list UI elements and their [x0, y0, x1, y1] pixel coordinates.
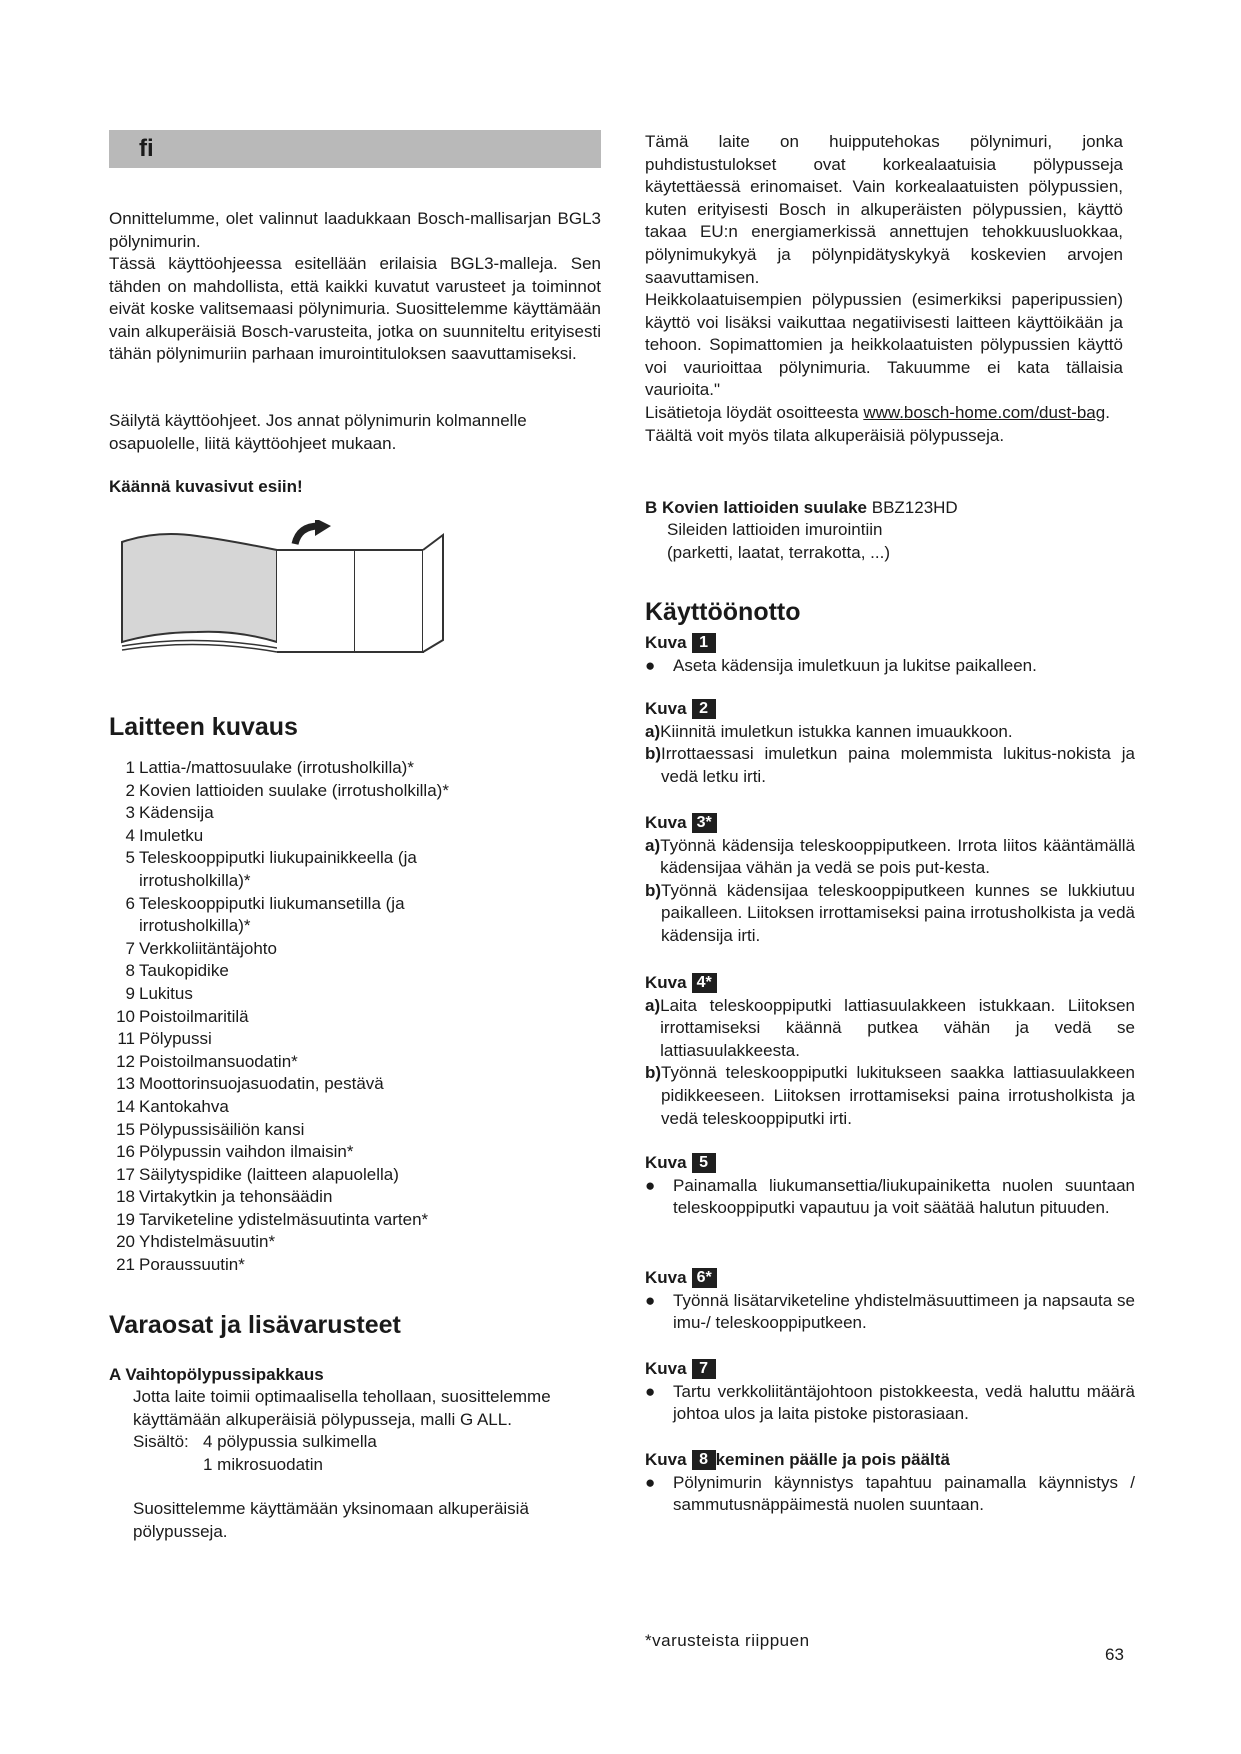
dust-bag-link[interactable]: www.bosch-home.com/dust-bag [863, 403, 1106, 422]
part-number: 9 [125, 983, 135, 1003]
figure-3-text-a: Työnnä kädensija teleskooppiputkeen. Irrota liitos kääntämällä kädensijaa vähän ja vedä se pois put-kesta. [660, 835, 1135, 878]
part-number: 15 [116, 1119, 135, 1139]
kuva-label: Kuva [645, 1153, 687, 1172]
part-number: 7 [125, 938, 135, 958]
figure-6-text: Työnnä lisätarviketeline yhdistelmäsuuttimeen ja napsauta se imu-/ teleskooppiputkeen. [673, 1290, 1135, 1333]
figure-4-block [645, 972, 1135, 1130]
figure-8-title: keminen päälle ja pois päältä [715, 1450, 950, 1469]
accessory-b-line-2: (parketti, laatat, terrakotta, ...) [667, 542, 890, 562]
figure-8-step [645, 1472, 1135, 1517]
parts-list-item [109, 1141, 469, 1164]
figure-7-text: Tartu verkkoliitäntäjohtoon pistokkeesta, vedä haluttu määrä johtoa ulos ja laita pistoke pistorasiaan. [673, 1381, 1135, 1424]
parts-list-item [109, 1186, 469, 1209]
parts-list-item [109, 1209, 469, 1232]
figure-4-number: 4* [692, 973, 717, 993]
part-number: 14 [116, 1096, 135, 1116]
part-name: Säilytyspidike (laitteen alapuolella) [139, 1164, 399, 1184]
step-label-a: a) [645, 721, 661, 741]
parts-list-item [109, 757, 469, 780]
figure-3-step-a [645, 835, 1135, 880]
kuva-label: Kuva [645, 1359, 687, 1378]
part-number: 18 [116, 1187, 135, 1207]
figure-6-number: 6* [692, 1268, 717, 1288]
kuva-label: Kuva [645, 1268, 687, 1287]
parts-list-item [109, 1231, 469, 1254]
intro-paragraph-1: Onnittelumme, olet valinnut laadukkaan Bosch-mallisarjan BGL3 pölynimurin. [109, 209, 601, 251]
contents-item-2: 1 mikrosuodatin [203, 1454, 324, 1474]
accessory-a-title: A Vaihtopölypussipakkaus [109, 1365, 324, 1384]
accessory-b-body [645, 519, 890, 564]
intro-paragraph-2: Tässä käyttöohjeessa esitellään erilaisia BGL3-malleja. Sen tähden on mahdollista, että kaikki kuvatut varusteet ja toiminnot eivät koske valitsemaasi pölynimuria. Suosittelemme käyttämään vain alkuperäisiä Bosch-varusteita, jotka on suunniteltu erityisesti tähän pölynimuriin parhaan imurointituloksen saavuttamiseksi. [109, 254, 601, 364]
part-name: Kädensija [139, 803, 214, 823]
part-name: Kantokahva [139, 1096, 229, 1116]
figure-3-step-b [645, 880, 1135, 948]
step-label-a: a) [645, 995, 661, 1015]
bullet-icon: ● [645, 1290, 656, 1310]
part-number: 21 [116, 1255, 135, 1275]
setup-title: Käyttöönotto [645, 598, 801, 626]
part-number: 3 [125, 803, 135, 823]
part-name: Pölypussisäiliön kansi [139, 1119, 305, 1139]
figure-1-number: 1 [692, 633, 716, 653]
figure-1-text: Aseta kädensija imuletkuun ja lukitse paikalleen. [673, 655, 1037, 675]
figure-2-block [645, 698, 1135, 788]
figure-6-block [645, 1267, 1135, 1335]
accessory-b-model: BBZ123HD [871, 498, 958, 517]
figure-5-number: 5 [692, 1153, 716, 1173]
figure-2-heading [645, 698, 1135, 721]
part-name: Pölypussi [139, 1029, 212, 1049]
dust-bag-paragraph-1: Tämä laite on huipputehokas pölynimuri, jonka puhdistustulokset ovat korkealaatuisia pölypusseja käytettäessä erinomaiset. Vain korkealaatuisten pölypussien, kuten erityisesti Bosch in alkuperäisten pölypussien, käyttö takaa EU:n energiamerkissä annettujen tehokkuusluokkaa, pölynimukykyä ja pölynpidätyskykyä koskevien arvojen saavuttamisen. [645, 132, 1123, 287]
parts-list-item [109, 893, 469, 938]
figure-5-block [645, 1152, 1135, 1220]
parts-list-item [109, 1096, 469, 1119]
parts-list-item [109, 1006, 469, 1029]
page-number: 63 [1105, 1645, 1124, 1664]
turn-pages-note: Käännä kuvasivut esiin! [109, 477, 303, 496]
figure-3-block [645, 812, 1135, 948]
figure-3-text-b: Työnnä kädensijaa teleskooppiputkeen kunnes se lukkiutuu paikalleen. Liitoksen irrottamiseksi paina irrotusholkista ja vedä kädensija irti. [661, 880, 1135, 945]
bullet-icon: ● [645, 1381, 656, 1401]
kuva-label: Kuva [645, 813, 687, 832]
parts-list-item [109, 1051, 469, 1074]
figure-2-text-b: Irrottaessasi imuletkun paina molemmista lukitus-nokista ja vedä letku irti. [661, 744, 1135, 786]
figure-7-heading [645, 1358, 1135, 1381]
contents-item-1: 4 pölypussia sulkimella [203, 1432, 377, 1452]
figure-3-number: 3* [692, 813, 717, 833]
figure-1-heading [645, 632, 1135, 655]
part-number: 20 [116, 1232, 135, 1252]
parts-list-item [109, 1028, 469, 1051]
kuva-label: Kuva [645, 1450, 687, 1469]
step-label-b: b) [645, 744, 662, 764]
parts-list-item [109, 780, 469, 803]
part-name: Teleskooppiputki liukumansetilla (ja irrotusholkilla)* [139, 893, 405, 936]
kuva-label: Kuva [645, 633, 687, 652]
part-name: Verkkoliitäntäjohto [139, 938, 277, 958]
dust-bag-paragraph-2: Heikkolaatuisempien pölypussien (esimerkiksi paperipussien) käyttö voi lisäksi vaikuttaa negatiivisesti laitteen käyttöikään ja tehoon. Sopimattomien ja heikkolaatuisten pölypussien käyttö voi vaurioittaa pölynimuria. Takuumme ei kata tällaisia vaurioita." [645, 290, 1123, 400]
part-number: 10 [116, 1006, 135, 1026]
part-number: 13 [116, 1074, 135, 1094]
bullet-icon: ● [645, 655, 656, 675]
part-name: Poistoilmaritilä [139, 1006, 249, 1026]
accessories-title: Varaosat ja lisävarusteet [109, 1311, 401, 1339]
part-name: Poraussuutin* [139, 1255, 245, 1275]
figure-2-number: 2 [692, 699, 716, 719]
part-number: 6 [125, 893, 135, 913]
figure-2-step-b [645, 743, 1135, 788]
part-name: Pölypussin vaihdon ilmaisin* [139, 1142, 354, 1162]
figure-4-text-b: Työnnä teleskooppiputki lukitukseen saakka lattiasuulakkeen pidikkeeseen. Liitoksen irrottamiseksi paina irrotusholkista ja vedä teleskooppiputki irti. [661, 1063, 1135, 1128]
figure-2-step-a [645, 721, 1135, 744]
part-name: Kovien lattioiden suulake (irrotusholkilla)* [139, 780, 449, 800]
part-name: Yhdistelmäsuutin* [139, 1232, 276, 1252]
figure-7-number: 7 [692, 1359, 716, 1379]
figure-3-heading [645, 812, 1135, 835]
figure-4-heading [645, 972, 1135, 995]
figure-8-number: 8 [692, 1450, 716, 1470]
device-description-title: Laitteen kuvaus [109, 713, 298, 741]
bullet-icon: ● [645, 1472, 656, 1492]
figure-7-step [645, 1381, 1135, 1426]
contents-label: Sisältö: [133, 1432, 189, 1452]
part-name: Taukopidike [139, 961, 229, 981]
figure-6-step [645, 1290, 1135, 1335]
figure-2-text-a: Kiinnitä imuletkun istukka kannen imuaukkoon. [660, 721, 1013, 741]
figure-8-text: Pölynimurin käynnistys tapahtuu painamalla käynnistys / sammutusnäppäimestä nuolen suuntaan. [673, 1472, 1135, 1515]
figure-4-step-a [645, 995, 1135, 1063]
parts-list [109, 757, 469, 1277]
step-label-b: b) [645, 1063, 662, 1083]
accessory-b-line-1: Sileiden lattioiden imurointiin [667, 520, 883, 539]
figure-8-heading [645, 1449, 1135, 1472]
figure-5-heading [645, 1152, 1135, 1175]
figure-1-step [645, 655, 1135, 678]
figure-7-block [645, 1358, 1135, 1426]
figure-4-text-a: Laita teleskooppiputki lattiasuulakkeen istukkaan. Liitoksen irrottamiseksi käännä putkea vähän ja vedä se lattiasuulakkeesta. [660, 995, 1135, 1060]
language-code: fi [139, 135, 154, 162]
part-number: 2 [125, 780, 135, 800]
part-name: Lukitus [139, 983, 193, 1003]
figure-5-step [645, 1175, 1135, 1220]
accessory-a-contents [133, 1431, 601, 1476]
part-name: Poistoilmansuodatin* [139, 1051, 298, 1071]
parts-list-item [109, 1119, 469, 1142]
order-text: . Täältä voit myös tilata alkuperäisiä pölypusseja. [645, 403, 1110, 445]
part-name: Imuletku [139, 825, 204, 845]
part-name: Moottorinsuojasuodatin, pestävä [139, 1074, 384, 1094]
part-number: 8 [125, 961, 135, 981]
accessory-a-recommendation: Suosittelemme käyttämään yksinomaan alkuperäisiä pölypusseja. [133, 1499, 529, 1541]
accessory-a-text: Jotta laite toimii optimaalisella tehollaan, suosittelemme käyttämään alkuperäisiä pölypusseja, malli G ALL. [133, 1387, 551, 1429]
step-label-a: a) [645, 835, 661, 855]
more-info-text: Lisätietoja löydät osoitteesta [645, 403, 864, 422]
language-bar [109, 130, 601, 168]
booklet-illustration [117, 520, 447, 660]
parts-list-item [109, 1254, 469, 1277]
kuva-label: Kuva [645, 699, 687, 718]
parts-list-item [109, 847, 469, 892]
figure-8-block [645, 1449, 1135, 1517]
intro-paragraph-3: Säilytä käyttöohjeet. Jos annat pölynimurin kolmannelle osapuolelle, liitä käyttöohjeet mukaan. [109, 411, 527, 453]
part-number: 11 [117, 1029, 135, 1049]
part-number: 5 [125, 848, 135, 868]
part-number: 19 [116, 1209, 135, 1229]
bullet-icon: ● [645, 1175, 656, 1195]
parts-list-item [109, 983, 469, 1006]
parts-list-item [109, 825, 469, 848]
accessory-b-title: B Kovien lattioiden suulake [645, 498, 867, 517]
step-label-b: b) [645, 880, 662, 900]
accessory-b-heading [645, 497, 958, 520]
footnote: *varusteista riippuen [645, 1631, 810, 1650]
figure-6-heading [645, 1267, 1135, 1290]
parts-list-item [109, 802, 469, 825]
part-number: 17 [116, 1164, 135, 1184]
figure-5-text: Painamalla liukumansettia/liukupainiketta nuolen suuntaan teleskooppiputki vapautuu ja voit säätää halutun pituuden. [673, 1175, 1135, 1218]
part-name: Tarviketeline ydistelmäsuutinta varten* [139, 1209, 429, 1229]
part-name: Lattia-/mattosuulake (irrotusholkilla)* [139, 758, 414, 777]
kuva-label: Kuva [645, 973, 687, 992]
part-number: 1 [125, 758, 135, 777]
part-name: Teleskooppiputki liukupainikkeella (ja irrotusholkilla)* [139, 848, 417, 890]
parts-list-item [109, 1164, 469, 1187]
dust-bag-paragraph-3 [645, 402, 1123, 447]
part-number: 12 [116, 1051, 135, 1071]
parts-list-item [109, 960, 469, 983]
accessory-a-body [109, 1386, 601, 1544]
parts-list-item [109, 938, 469, 961]
figure-1-block [645, 632, 1135, 677]
parts-list-item [109, 1073, 469, 1096]
figure-4-step-b [645, 1062, 1135, 1130]
part-number: 16 [116, 1142, 135, 1162]
part-number: 4 [125, 825, 135, 845]
part-name: Virtakytkin ja tehonsäädin [139, 1187, 333, 1207]
